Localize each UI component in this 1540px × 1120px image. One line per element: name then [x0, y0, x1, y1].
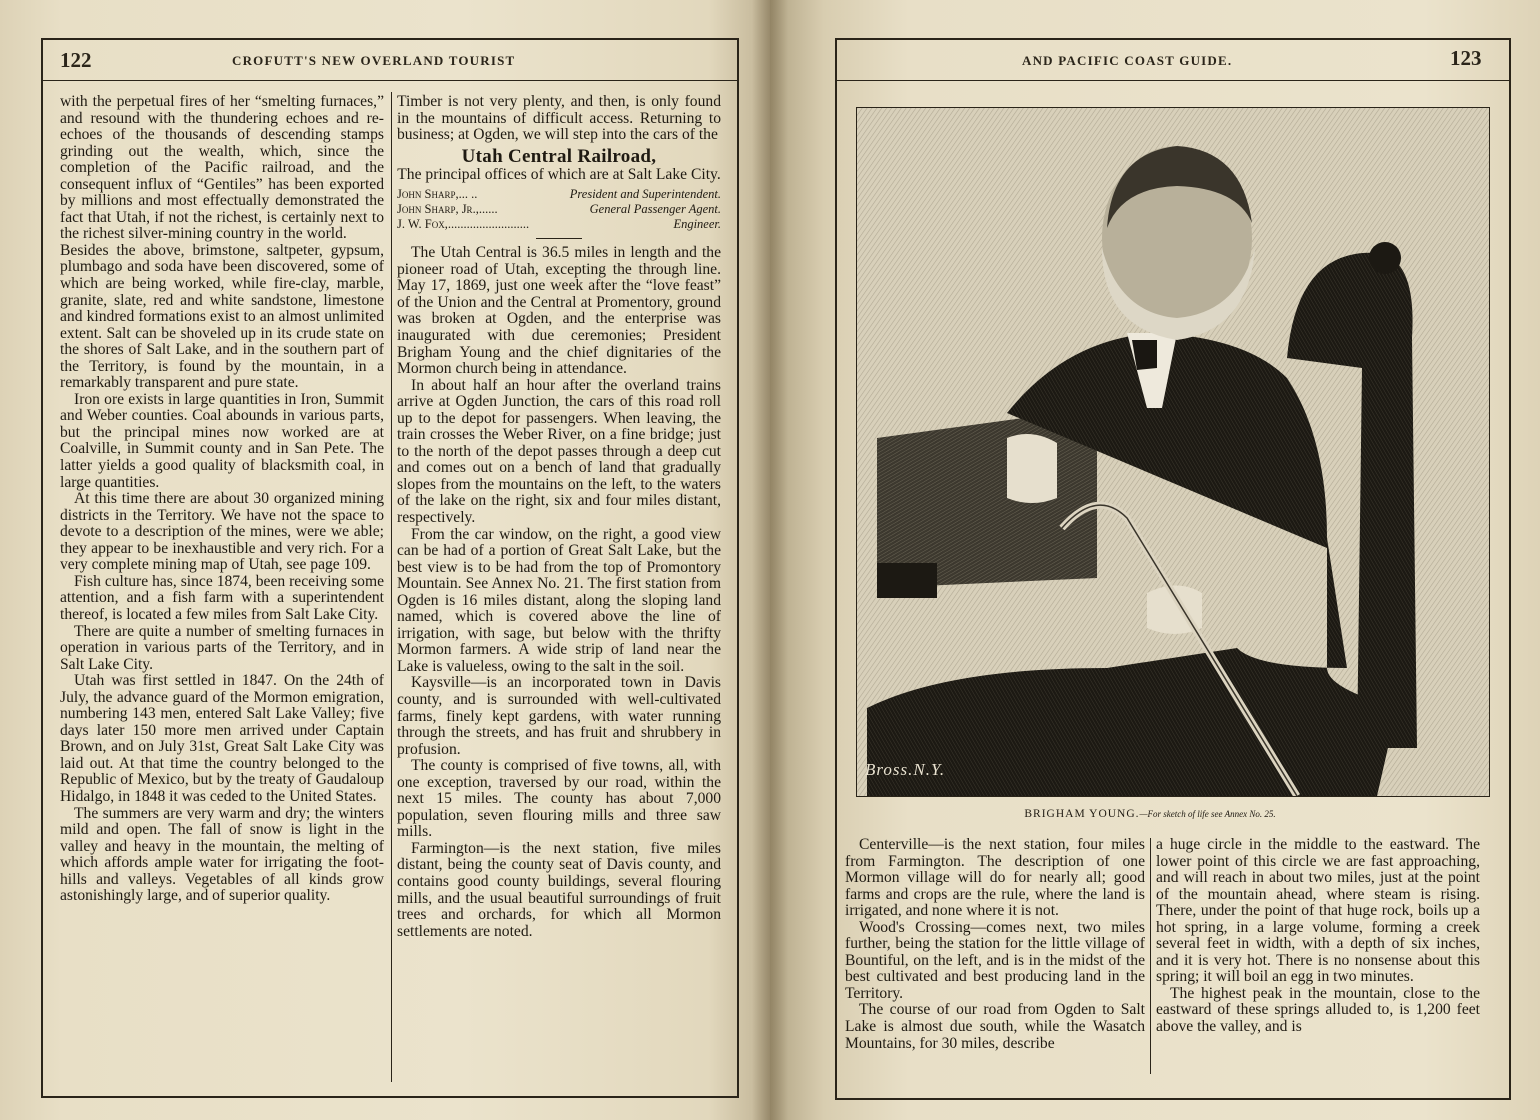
paragraph: The county is comprised of five towns, all, with one exception, traversed by our road, within the next 15 miles. The county has about 7,000 population, seven flouring mills and three saw mills. — [397, 757, 721, 841]
right-page-number: 123 — [1450, 46, 1482, 70]
paragraph: Fish culture has, since 1874, been receiving some attention, and a fish farm with a superintendent thereof, is located a few miles from Salt Lake City. — [60, 572, 384, 623]
paragraph: Iron ore exists in large quantities in Iron, Summit and Weber counties. Coal abounds in various parts, but the principal mines now worked are at Coalville, in Summit county and in San Pete. The latter yields a good quality of blacksmith coal, in large quantities. — [60, 390, 384, 491]
seated-man-engraving — [857, 108, 1489, 796]
paragraph: The course of our road from Ogden to Salt Lake is almost due south, while the Wasatch Mountains, for 30 miles, describe — [845, 1001, 1145, 1052]
paragraph: Farmington—is the next station, five miles distant, being the county seat of Davis county, and contains good county buildings, several flouring mills, and the usual beautiful surroundings of fruit trees and orchards, for which all Mormon settlements are noted. — [397, 839, 721, 940]
left-running-head: CROFUTT'S NEW OVERLAND TOURIST — [232, 53, 516, 68]
paragraph: The summers are very warm and dry; the winters mild and open. The fall of snow is light in the valley and heavy in the mountain, the melting of which affords ample water for irrigating the foot-hills and valleys. Vegetables of all kinds grow astonishingly large, and of superior quality. — [60, 804, 384, 905]
officer-row: John Sharp, Jr., ...... General Passenger Agent. — [397, 202, 721, 217]
paragraph: At this time there are about 30 organized mining districts in the Territory. We have not the space to devote to a description of the mines, were we able; they appear to be inexhaustible and very rich. For a very complete mining map of Utah, see page 109. — [60, 490, 384, 574]
paragraph: From the car window, on the right, a good view can be had of a portion of Great Salt Lake, but the best view is to be had from the top of Promontory Mountain. See Annex No. 21. The first station from Ogden is 16 miles distant, along the sloping land named, which is covered above the line of irrigation, with sage, but below with the thrifty Mormon farmers. A wide strip of land near the Lake is valueless, owing to the salt in the soil. — [397, 525, 721, 675]
right-column-divider — [1150, 838, 1151, 1074]
paragraph: In about half an hour after the overland trains arrive at Ogden Junction, the cars of this road roll up to the depot for passengers. When leaving, the train crosses the Weber River, on a fine bridge; just to the north of the depot passes through a deep cut and comes out on a bench of land that gradually slopes from the mountains on the left, to the waters of the lake on the right, six and four miles distant, respectively. — [397, 376, 721, 526]
officer-list — [397, 187, 721, 232]
caption-name: BRIGHAM YOUNG. — [1024, 808, 1140, 820]
right-column-2 — [1156, 837, 1480, 1036]
railroad-title: Utah Central Railroad, — [461, 145, 657, 167]
paragraph: There are quite a number of smelting furnaces in operation in various parts of the Territory, and in Salt Lake City. — [60, 622, 384, 673]
paragraph: Wood's Crossing—comes next, two miles further, being the station for the little village of Bountiful, on the left, and is in the midst of the best cultivated and best producing land in the Territory. — [845, 918, 1145, 1002]
officer-row: J. W. Fox, .......................... Engineer. — [397, 217, 721, 232]
paragraph: Timber is not very plenty, and then, is only found in the mountains of difficult access. Returning to business; at Ogden, we will step into the cars of the — [397, 93, 721, 144]
paragraph: Besides the above, brimstone, saltpeter, gypsum, plumbago and soda have been discovered, some of which are being worked, while fire-clay, marble, granite, slate, red and white sandstone, limestone and kindred formations exist to an almost unlimited extent. Salt can be shoveled up in its crude state on the shores of Salt Lake, and in the southern part of the Territory, is found by the mountain, in a remarkably transparent and pure state. — [60, 241, 384, 392]
right-column-1 — [845, 837, 1145, 1052]
left-page-number: 122 — [60, 48, 92, 72]
paragraph: Centerville—is the next station, four miles from Farmington. The description of one Mormon village will do for nearly all; good farms and crops are the rule, where the land is irrigated, and none where it is not. — [845, 836, 1145, 920]
left-column-1 — [60, 94, 384, 905]
railroad-subtitle: The principal offices of which are at Salt Lake City. — [397, 165, 721, 183]
portrait-caption — [830, 808, 1470, 820]
paragraph: The Utah Central is 36.5 miles in length and the pioneer road of Utah, excepting the through line. May 17, 1869, just one week after the “love feast” of the Union and the Central at Promentory, ground was broken at Ogden, and the enterprise was inaugurated with due ceremonies; President Brigham Young and the chief dignitaries of the Mormon church being in attendance. — [397, 244, 721, 378]
right-head-rule — [835, 80, 1509, 81]
paragraph: The highest peak in the mountain, close to the eastward of these springs alluded to, is 1,200 feet above the valley, and is — [1156, 984, 1480, 1036]
section-rule — [536, 238, 582, 239]
paragraph: Utah was first settled in 1847. On the 24th of July, the advance guard of the Mormon emigration, numbering 143 men, entered Salt Lake Valley; five days later 150 more men arrived under Captain Brown, and on July 31st, Great Salt Lake City was laid out. At that time the country belonged to the Republic of Mexico, but by the treaty of Gaudaloup Hidalgo, in 1848 it was ceded to the United States. — [60, 672, 384, 805]
engraver-signature: Bross.N.Y. — [865, 760, 946, 779]
paragraph: Kaysville—is an incorporated town in Davis county, and is surrounded with well-cultivated farms, finely kept gardens, with water running through the streets, and has fruit and shrubbery in profusion. — [397, 674, 721, 758]
right-running-head: AND PACIFIC COAST GUIDE. — [1022, 53, 1233, 68]
portrait-engraving — [856, 107, 1490, 797]
left-column-divider — [391, 92, 392, 1082]
left-head-rule — [41, 80, 737, 81]
officer-row: John Sharp, ... .. President and Superintendent. — [397, 187, 721, 202]
caption-note: —For sketch of life see Annex No. 25. — [1139, 809, 1276, 819]
left-column-2 — [397, 94, 721, 940]
paragraph: with the perpetual fires of her “smelting furnaces,” and resound with the thundering echoes and re-echoes of the thousands of descending stamps grinding out the wealth, which, since the completion of the Pacific railroad, and the consequent influx of “Gentiles” has been exported by millions and most effectually demonstrated the fact that Utah, if not the richest, is certainly next to the richest silver-mining country in the world. — [60, 93, 384, 243]
right-page — [770, 0, 1540, 1120]
paragraph: a huge circle in the middle to the eastward. The lower point of this circle we are fast approaching, and will reach in about two miles, just at the point of the mountain ahead, where steam is rising. There, under the point of that huge rock, boils up a hot spring, in a large volume, forming a creek several feet in width, with a depth of six inches, and it is very hot. There is no nonsense about this spring; it will boil an egg in two minutes. — [1156, 836, 1480, 986]
